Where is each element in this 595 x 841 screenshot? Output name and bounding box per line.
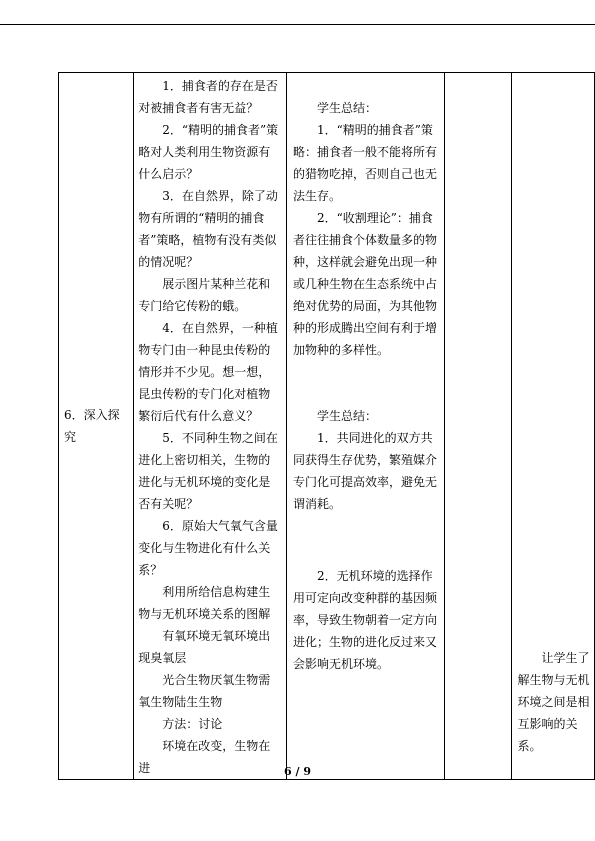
table-row	[59, 73, 595, 780]
teacher-method: 方法：讨论	[162, 717, 223, 731]
student-summary-1-title: 学生总结：	[316, 101, 377, 115]
teacher-activity-list	[134, 73, 286, 779]
stage-cell	[59, 73, 134, 780]
teacher-show-image: 展示图片某种兰花和专门给它传粉的蛾。	[138, 277, 271, 313]
student-activity-cell	[286, 73, 444, 780]
teacher-question-1: 1．捕食者的存在是否对被捕食者有害无益？	[138, 79, 278, 115]
teacher-question-5: 5．不同种生物之间在进化上密切相关，生物的进化与无机环境的变化是否有关呢？	[138, 431, 278, 511]
student-summary-1-item-1: 1．“精明的捕食者”策略：捕食者一般不能将所有的猎物吃掉，否则自己也无法生存。	[292, 123, 437, 203]
teacher-continued-text: 环境在改变，生物在进	[138, 739, 271, 775]
teacher-activity-cell	[134, 73, 287, 780]
empty-cell	[444, 73, 511, 780]
teacher-question-3: 3．在自然界，除了动物有所谓的“精明的捕食者”策略，植物有没有类似的情况呢？	[138, 189, 278, 269]
teacher-environment-terms: 有氧环境无氧环境出现臭氧层	[138, 629, 271, 665]
student-summary-2-item-1: 1．共同进化的双方共同获得生存优势，繁殖媒介专门化可提高效率，避免无谓消耗。	[292, 431, 437, 511]
design-intent-wrapper	[512, 647, 594, 779]
teacher-question-2: 2．“精明的捕食者”策略对人类利用生物资源有什么启示？	[138, 123, 279, 181]
page-number: 6 / 9	[284, 765, 311, 778]
teacher-organism-terms: 光合生物厌氧生物需氧生物陆生生物	[138, 673, 271, 709]
teacher-question-6: 6．原始大气氧气含量变化与生物进化有什么关系？	[138, 519, 278, 577]
student-summary-2-title: 学生总结：	[316, 409, 377, 423]
teacher-question-4: 4．在自然界，一种植物专门由一种昆虫传粉的情形并不少见。想一想，昆虫传粉的专门化对植物繁衍后代有什么意义？	[138, 321, 278, 423]
lesson-plan-table	[58, 72, 595, 780]
design-intent-text: 让学生了解生物与无机环境之间是相互影响的关系。	[517, 651, 590, 753]
student-summary-2-item-2: 2．无机环境的选择作用可定向改变种群的基因频率，导致生物朝着一定方向进化；生物的进化反过来又会影响无机环境。	[292, 569, 437, 671]
design-intent-cell	[511, 73, 594, 780]
student-activity-list	[287, 73, 444, 675]
header-rule	[0, 24, 595, 25]
stage-label: 6．深入探究	[64, 408, 120, 444]
teacher-diagram-task: 利用所给信息构建生物与无机环境关系的图解	[138, 585, 271, 621]
student-summary-1-item-2: 2．“收割理论”：捕食者往往捕食个体数量多的物种，这样就会避免出现一种或几种生物在生态系统中占绝对优势的局面，为其他物种的形成腾出空间有利于增加物种的多样性。	[292, 211, 437, 357]
